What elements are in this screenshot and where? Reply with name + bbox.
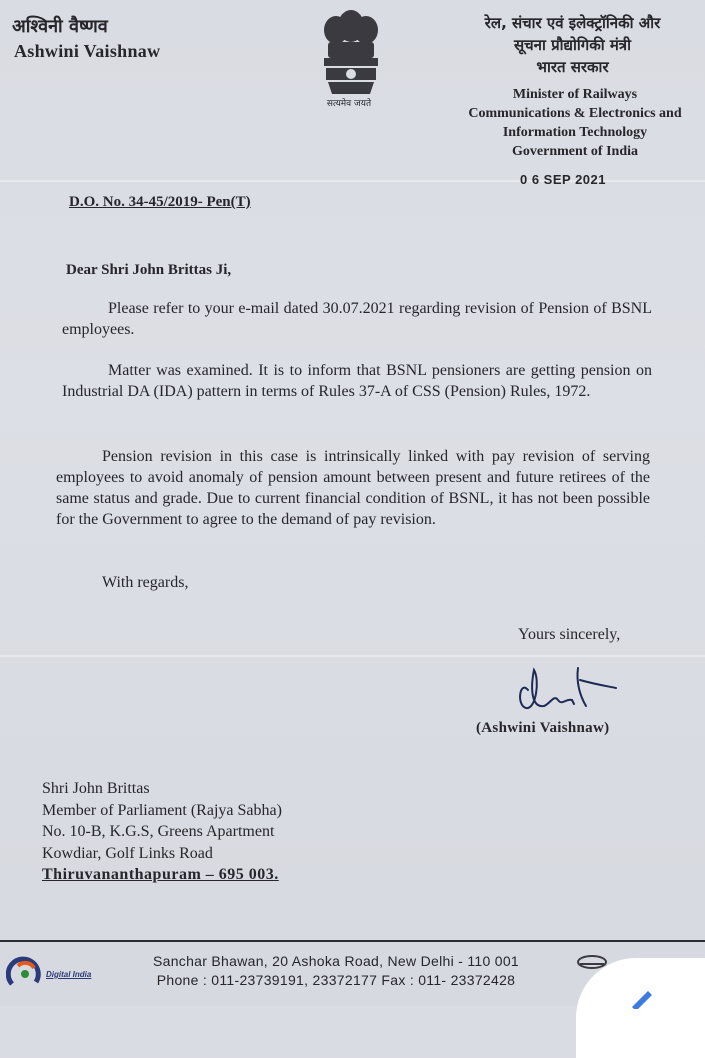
addressee-block	[42, 778, 282, 886]
body-paragraph: Matter was examined. It is to inform that BSNL pensioners are getting pension on Industrial DA (IDA) pattern in terms of Rules 37-A of CSS (Pension) Rules, 1972.	[62, 362, 652, 400]
closing: With regards,	[102, 574, 189, 591]
title-english-line: Government of India	[512, 144, 638, 159]
addressee-line: Member of Parliament (Rajya Sabha)	[42, 801, 282, 819]
signatory-name: (Ashwini Vaishnaw)	[476, 720, 610, 736]
addressee-line: No. 10-B, K.G.S, Greens Apartment	[42, 823, 275, 840]
addressee-city: Thiruvananthapuram – 695 003.	[42, 866, 279, 883]
footer-contact	[120, 952, 552, 990]
emblem-motto: सत्यमेव जयते	[326, 99, 372, 109]
title-hindi-line: सूचना प्रौद्योगिकी मंत्री	[514, 36, 631, 54]
minister-name-hindi: अश्विनी वैष्णव	[12, 16, 108, 37]
salutation: Dear Shri John Brittas Ji,	[66, 262, 232, 278]
title-hindi-line: भारत सरकार	[536, 58, 609, 76]
digital-india-logo-text: Digital India	[46, 970, 92, 979]
minister-title-hindi	[470, 12, 675, 78]
digital-india-logo-icon	[6, 952, 44, 990]
edit-pen-icon[interactable]	[628, 985, 658, 1009]
footer-divider	[0, 940, 705, 942]
reference-number: D.O. No. 34-45/2019- Pen(T)	[69, 194, 251, 210]
minister-title-english	[455, 85, 695, 161]
letter-date: 0 6 SEP 2021	[520, 172, 606, 187]
title-english-line: Communications & Electronics and	[468, 106, 682, 121]
addressee-name: Shri John Brittas	[42, 780, 150, 797]
minister-name-english: Ashwini Vaishnaw	[14, 41, 161, 61]
sign-off: Yours sincerely,	[518, 626, 621, 643]
body-paragraph: Pension revision in this case is intrinsically linked with pay revision of serving employees to avoid anomaly of pension amount between present and future retirees of the same status and grade. Due to current financial condition of BSNL, it has not been possible for the Government to agree to the demand of pay revision.	[56, 448, 650, 528]
addressee-line: Kowdiar, Golf Links Road	[42, 844, 213, 862]
title-english-line: Minister of Railways	[512, 87, 638, 102]
signature-icon	[510, 660, 620, 720]
footer-phone: Phone : 011-23739191, 23372177 Fax : 011- 23372428	[156, 972, 516, 988]
title-hindi-line: रेल, संचार एवं इलेक्ट्रॉनिकी और	[484, 14, 661, 32]
footer-address: Sanchar Bhawan, 20 Ashoka Road, New Delhi - 110 001	[152, 953, 520, 969]
title-english-line: Information Technology	[502, 125, 648, 140]
body-paragraph: Please refer to your e-mail dated 30.07.2021 regarding revision of Pension of BSNL employees.	[62, 300, 652, 338]
